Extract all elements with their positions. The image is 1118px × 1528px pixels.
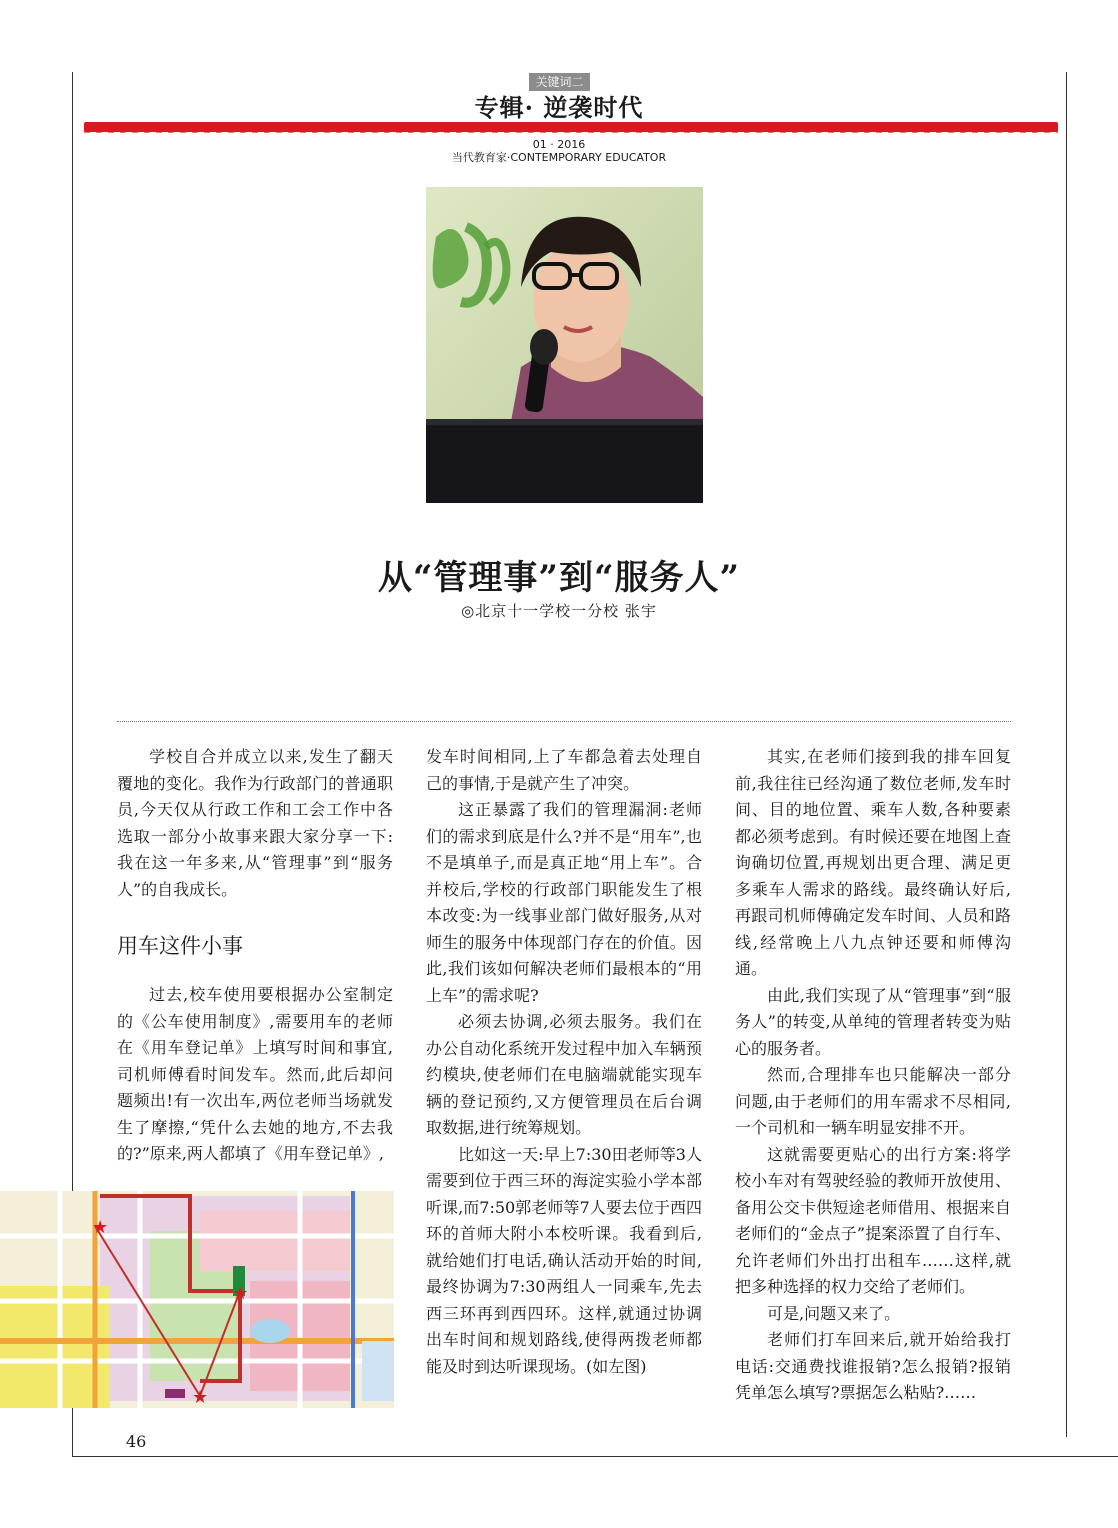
bottom-rule — [72, 1456, 1118, 1457]
paragraph: 由此,我们实现了从“管理事”到“服务人”的转变,从单纯的管理者转变为贴心的服务者。 — [735, 985, 1011, 1058]
paragraph: 这就需要更贴心的出行方案:将学校小车对有驾驶经验的教师开放使用、备用公交卡供短途老师借用、根据来自老师们的“金点子”提案添置了自行车、允许老师们外出打出租车……这样,就把多种选择的权力交给了老师们。 — [735, 1144, 1011, 1296]
column-1-body — [117, 982, 393, 1168]
paragraph: 其实,在老师们接到我的排车回复前,我往往已经沟通了数位老师,发车时间、目的地位置、乘车人数,各种要素都必须考虑到。有时候还要在地图上查询确切位置,再规划出更合理、满足更多乘车人需求的路线。最终确认好后,再跟司机师傅确定发车时间、人员和路线,经常晚上八九点钟还要和师傅沟通。 — [735, 747, 1011, 978]
column-1-intro — [117, 744, 393, 903]
column-3 — [735, 744, 1011, 1407]
svg-text:★: ★ — [232, 1283, 249, 1304]
dotted-divider — [117, 721, 1011, 722]
section-subheading: 用车这件小事 — [117, 934, 243, 958]
author-photo-illustration — [426, 187, 703, 503]
issue-info — [0, 138, 1118, 164]
svg-text:★: ★ — [92, 1217, 109, 1238]
paragraph: 比如这一天:早上7:30田老师等3人需要到位于西三环的海淀实验小学本部听课,而7:50郭老师等7人要去位于西四环的首师大附小本校听课。我看到后,就给她们打电话,确认活动开始的时间,最终协调为7:30两组人一同乘车,先去西三环再到西四环。这样,就通过协调出车时间和规划路线,使得两拨老师都能及时到达听课现场。(如左图) — [426, 1144, 702, 1376]
route-map-illustration — [0, 1191, 394, 1408]
author-photo — [426, 187, 703, 503]
paragraph: 过去,校车使用要根据办公室制定的《公车使用制度》,需要用车的老师在《用车登记单》上填写时间和事宜,司机师傅看时间发车。然而,此后却问题频出!有一次出车,两位老师当场就发生了摩擦,“凭什么去她的地方,不去我的?”原来,两人都填了《用车登记单》, — [117, 985, 393, 1163]
header-red-bar-texture — [84, 130, 1058, 133]
paragraph: 发车时间相同,上了车都急着去处理自己的事情,于是就产生了冲突。 — [426, 747, 702, 793]
paragraph: 这正暴露了我们的管理漏洞:老师们的需求到底是什么?并不是“用车”,也不是填单子,而是真正地“用上车”。合并校后,学校的行政部门职能发生了根本改变:为一线事业部门做好服务,从对师生的服务中体现部门存在的价值。因此,我们该如何解决老师们最根本的“用上车”的需求呢? — [426, 800, 702, 1005]
keyword-tag: 关键词二 — [529, 73, 590, 91]
article-byline: ◎北京十一学校一分校 张宇 — [461, 602, 657, 620]
paragraph: 必须去协调,必须去服务。我们在办公自动化系统开发过程中加入车辆预约模块,使老师们在电脑端就能实现车辆的登记预约,又方便管理员在后台调取数据,进行统筹规划。 — [426, 1012, 702, 1137]
route-map — [0, 1191, 394, 1408]
page-number: 46 — [126, 1432, 147, 1451]
paragraph: 然而,合理排车也只能解决一部分问题,由于老师们的用车需求不尽相同,一个司机和一辆车明显安排不开。 — [735, 1065, 1011, 1137]
article-title: 从“管理事”到“服务人” — [377, 558, 741, 598]
paragraph: 学校自合并成立以来,发生了翻天覆地的变化。我作为行政部门的普通职员,今天仅从行政工作和工会工作中各选取一部分小故事来跟大家分享一下:我在这一年多来,从“管理事”到“服务人”的自我成长。 — [117, 747, 393, 899]
column-title: 专辑· 逆袭时代 — [474, 93, 644, 122]
svg-text:★: ★ — [192, 1387, 209, 1408]
magazine-name: 当代教育家·CONTEMPORARY EDUCATOR — [451, 151, 667, 164]
issue-date: 01 · 2016 — [532, 138, 586, 151]
paragraph: 可是,问题又来了。 — [767, 1303, 901, 1323]
paragraph: 老师们打车回来后,就开始给我打电话:交通费找谁报销?怎么报销?报销凭单怎么填写?票据怎么粘贴?…… — [735, 1330, 1011, 1402]
right-margin-rule — [1066, 72, 1067, 1437]
column-2 — [426, 744, 702, 1380]
